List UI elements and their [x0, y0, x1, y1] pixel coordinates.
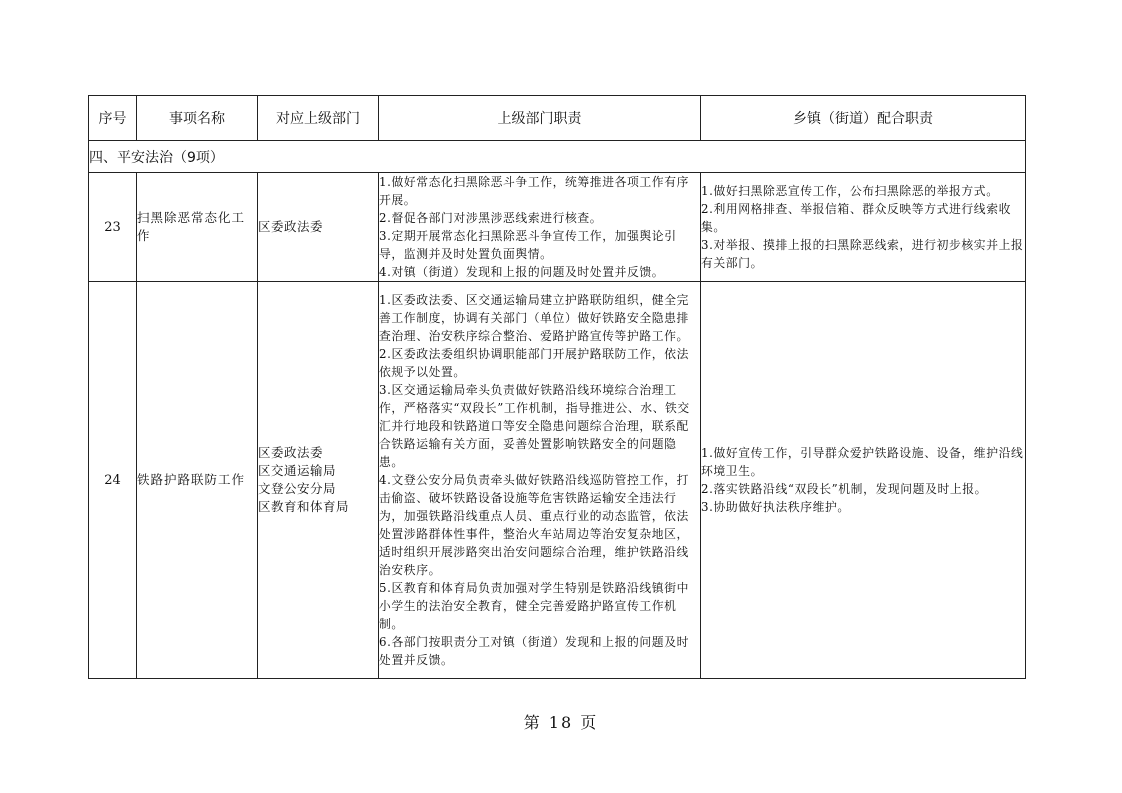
- duty-item: 2.利用网格排查、举报信箱、群众反映等方式进行线索收集。: [701, 202, 1011, 234]
- duty-item: 5.区教育和体育局负责加强对学生特别是铁路沿线镇街中小学生的法治安全教育，健全完善爱路护路宣传工作机制。: [379, 581, 689, 631]
- duty-item: 1.做好宣传工作，引导群众爱护铁路设施、设备，维护沿线环境卫生。: [701, 446, 1024, 478]
- duty-item: 3.协助做好执法秩序维护。: [701, 500, 850, 514]
- table-row: [89, 173, 1026, 282]
- dept-line: 区委政法委: [258, 445, 324, 460]
- dept-line: 区教育和体育局: [258, 499, 350, 514]
- row-name: 铁路护路联防工作: [137, 282, 258, 679]
- duty-item: 4.对镇（街道）发现和上报的问题及时处置并反馈。: [379, 265, 665, 279]
- table-row: [89, 282, 1026, 679]
- row-town-duties: [701, 282, 1026, 679]
- header-dept: 对应上级部门: [258, 96, 379, 141]
- duty-item: 6.各部门按职责分工对镇（街道）发现和上报的问题及时处置并反馈。: [379, 635, 689, 667]
- header-name: 事项名称: [137, 96, 258, 141]
- header-town-duty: 乡镇（街道）配合职责: [701, 96, 1026, 141]
- dept-line: 文登公安分局: [258, 481, 337, 496]
- duty-item: 3.定期开展常态化扫黑除恶斗争宣传工作，加强舆论引导，监测并及时处置负面舆情。: [379, 229, 677, 261]
- section-title: 四、平安法治（9项）: [89, 141, 1026, 173]
- row-dept: [258, 173, 379, 282]
- duty-item: 2.区委政法委组织协调职能部门开展护路联防工作，依法依规予以处置。: [379, 347, 689, 379]
- page-number: 第 18 页: [523, 713, 599, 732]
- duty-item: 4.文登公安分局负责牵头做好铁路沿线巡防管控工作，打击偷盗、破坏铁路设备设施等危害铁路运输安全违法行为，加强铁路沿线重点人员、重点行业的动态监管，依法处置涉路群体性事件，整治火车站周边等治安复杂地区，适时组织开展涉路突出治安问题综合治理，维护铁路沿线治安秩序。: [379, 473, 689, 577]
- duty-item: 1.做好常态化扫黑除恶斗争工作，统筹推进各项工作有序开展。: [379, 175, 689, 207]
- row-name: 扫黑除恶常态化工作: [137, 173, 258, 282]
- row-dept: [258, 282, 379, 679]
- duty-item: 3.区交通运输局牵头负责做好铁路沿线环境综合治理工作，严格落实“双段长”工作机制，指导推进公、水、铁交汇并行地段和铁路道口等安全隐患问题综合治理，联系配合铁路运输有关方面，妥善处置影响铁路安全的问题隐患。: [379, 383, 690, 469]
- dept-line: 区交通运输局: [258, 463, 337, 478]
- row-upper-duties: [379, 173, 701, 282]
- duty-item: 3.对举报、摸排上报的扫黑除恶线索，进行初步核实并上报有关部门。: [701, 238, 1024, 270]
- header-num: 序号: [89, 96, 137, 141]
- row-num: 24: [89, 282, 137, 679]
- header-upper-duty: 上级部门职责: [379, 96, 701, 141]
- duty-item: 1.做好扫黑除恶宣传工作，公布扫黑除恶的举报方式。: [701, 184, 999, 198]
- duty-item: 1.区委政法委、区交通运输局建立护路联防组织，健全完善工作制度，协调有关部门（单位）做好铁路安全隐患排查治理、治安秩序综合整治、爱路护路宣传等护路工作。: [379, 293, 689, 343]
- row-upper-duties: [379, 282, 701, 679]
- duty-item: 2.落实铁路沿线“双段长”机制，发现问题及时上报。: [701, 482, 988, 496]
- header-row: [89, 96, 1026, 141]
- section-row: [89, 141, 1026, 173]
- row-num: 23: [89, 173, 137, 282]
- duty-item: 2.督促各部门对涉黑涉恶线索进行核查。: [379, 211, 603, 225]
- row-town-duties: [701, 173, 1026, 282]
- duty-table: [88, 95, 1026, 679]
- dept-line: 区委政法委: [258, 219, 324, 234]
